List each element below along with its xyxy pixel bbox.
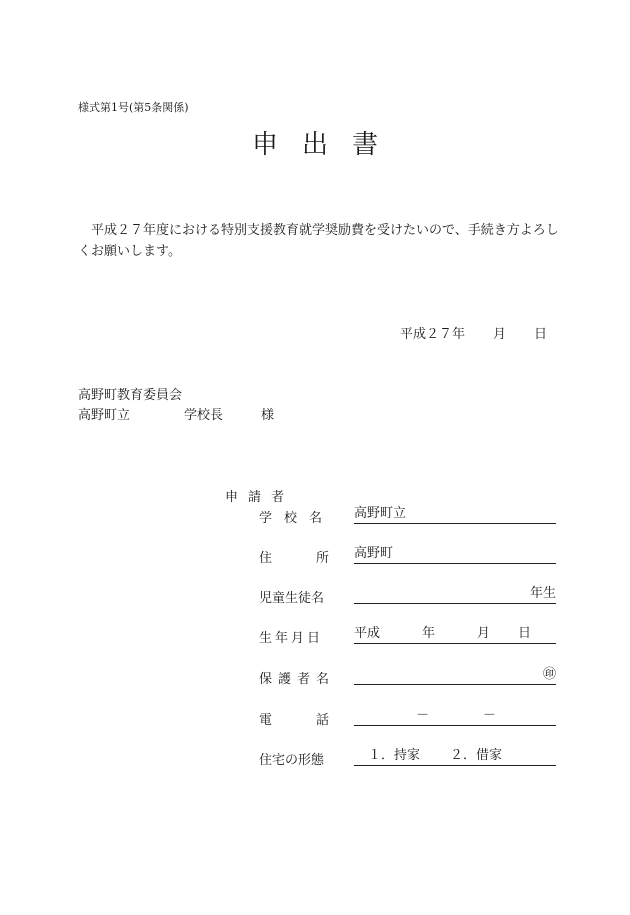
- seal-icon: ㊞: [542, 667, 556, 682]
- submission-date: [400, 323, 547, 342]
- phone-field[interactable]: [354, 707, 556, 726]
- date-era-year: 平成２７年: [400, 327, 466, 342]
- addressee-principal: [78, 404, 274, 423]
- student-name-field[interactable]: [354, 585, 556, 604]
- school-name-label: 学校名: [259, 511, 335, 526]
- housing-option-owned[interactable]: １．持家: [368, 748, 421, 763]
- addressee-school-prefix: 高野町立: [78, 408, 131, 423]
- address-label-char1: 住: [259, 551, 273, 566]
- birth-day: 日: [518, 626, 532, 641]
- school-name-field[interactable]: [354, 505, 556, 524]
- student-grade-suffix: 年生: [529, 586, 556, 601]
- housing-type-field[interactable]: [354, 747, 556, 766]
- student-name-label: 児童生徒名: [259, 591, 325, 606]
- phone-separator-2: －: [483, 708, 497, 723]
- request-body-text: 平成２７年度における特別支援教育就学奨励費を受けたいので、手続き方よろしくお願いします。: [78, 223, 559, 259]
- birth-era: 平成: [354, 626, 381, 641]
- housing-option-rented[interactable]: ２．借家: [450, 748, 503, 763]
- housing-type-label: 住宅の形態: [259, 753, 325, 768]
- birth-date-label: 生年月日: [259, 631, 324, 646]
- address-label: [259, 547, 329, 566]
- date-day: 日: [534, 327, 548, 342]
- phone-label-char1: 電: [259, 713, 273, 728]
- address-label-char2: 所: [315, 551, 329, 566]
- document-title: 申出書: [251, 130, 402, 160]
- guardian-name-field[interactable]: [354, 666, 556, 685]
- birth-year: 年: [422, 626, 436, 641]
- address-label-text: [259, 547, 329, 566]
- guardian-name-label: 保護者名: [259, 672, 336, 687]
- address-field[interactable]: [354, 545, 556, 564]
- phone-label-char2: 話: [315, 713, 329, 728]
- phone-label-text: [259, 709, 329, 728]
- applicant-label: 申請者: [225, 490, 295, 505]
- phone-separator-1: －: [416, 708, 430, 723]
- address-value: 高野町: [354, 546, 394, 561]
- phone-label: [259, 709, 329, 728]
- form-number: 様式第1号(第5条関係): [78, 101, 189, 114]
- date-month: 月: [493, 327, 507, 342]
- addressee-board: 高野町教育委員会: [78, 388, 183, 403]
- school-name-value: 高野町立: [354, 506, 407, 521]
- birth-month: 月: [477, 626, 491, 641]
- addressee-honorific: 様: [261, 408, 275, 423]
- birth-date-field[interactable]: [354, 625, 556, 644]
- addressee-role: 学校長: [184, 408, 224, 423]
